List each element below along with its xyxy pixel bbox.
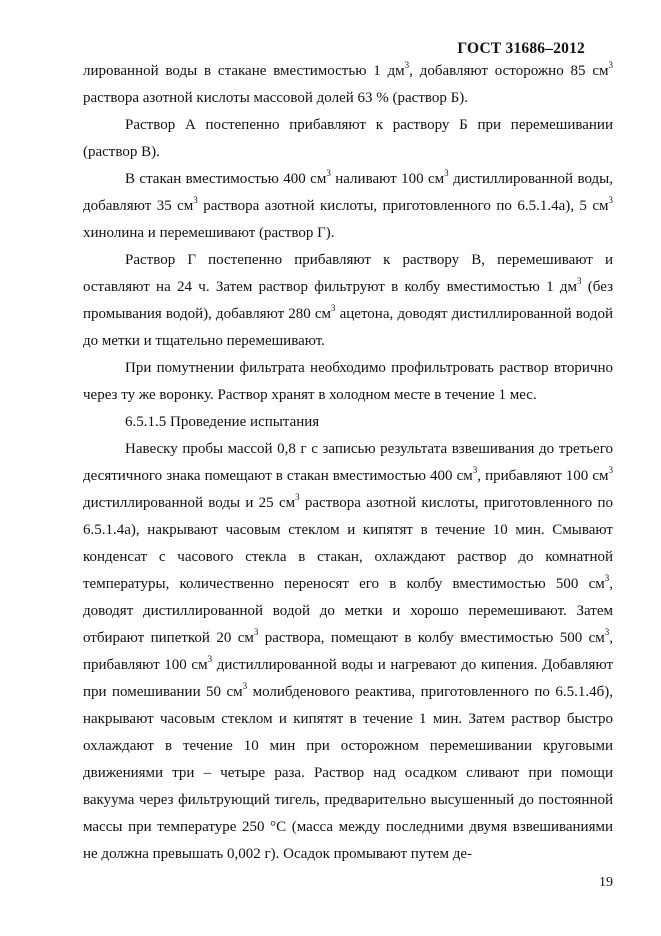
paragraph-solution-g: В стакан вместимостью 400 $см^3$ наливают 100 $см^3$ дистиллированной воды, добавляют 35 $см^3$ раствора азотной кислоты, приготовленного по 6.5.1.4а), 5 $см^3$ хинолина и перемешивают (раствор Г). xyxy=(83,168,614,241)
paragraph-mixing: Раствор Г постепенно прибавляют к раствору В, перемешивают и оставляют на 24 ч. Затем раствор фильтруют в колбу вместимостью 1 $дм^3$ (без промывания водой), добавляют 280 $см^3$ ацетона, доводят дистиллированной водой до метки и тщательно перемешивают. xyxy=(83,252,614,349)
page-number: 19 xyxy=(599,875,613,890)
page-body xyxy=(83,58,613,868)
document-header: ГОСТ 31686–2012 xyxy=(457,40,585,57)
paragraph-test-procedure: Навеску пробы массой 0,8 г с записью результата взвешивания до третьего десятичного знака помещают в стакан вместимостью 400 $см^3$, прибавляют 100 $см^3$ дистиллированной воды и 25 $см^3$ раствора азотной кислоты, приготовленного по 6.5.1.4а), накрывают часовым стеклом и кипятят в течение 10 мин. Смывают конденсат с часового стекла в стакан, охлаждают раствор до комнатной температуры, количественно переносят его в колбу вместимостью 500 $см^3$, доводят дистиллированной водой до метки и хорошо перемешивают. Затем отбирают пипеткой 20 $см^3$ раствора, помещают в колбу вместимостью 500 $см^3$, прибавляют 100 $см^3$ дистиллированной воды и нагревают до кипения. Добавляют при помешивании 50 $см^3$ молибденового реактива, приготовленного по 6.5.1.4б), накрывают часовым стеклом и кипятят в течение 1 мин. Затем раствор быстро охлаждают в течение 10 мин при осторожном перемешивании круговыми движениями три – четыре раза. Раствор над осадком сливают при помощи вакуума через фильтрующий тигель, предварительно высушенный до постоянной массы при температуре 250 °С (масса между последними двумя взвешиваниями не должна превышать 0,002 г). Осадок промывают путем де- xyxy=(83,441,614,862)
paragraph-solution-v: Раствор А постепенно прибавляют к раствору Б при перемешивании (раствор В). xyxy=(83,117,613,160)
paragraph-solution-b: лированной воды в стакане вместимостью 1 $дм^3$, добавляют осторожно 85 $см^3$ раствора азотной кислоты массовой долей 63 % (раствор Б). xyxy=(83,60,613,106)
section-heading: 6.5.1.5 Проведение испытания xyxy=(125,414,320,430)
paragraph-filtration: При помутнении фильтрата необходимо профильтровать раствор вторично через ту же воронку. Раствор хранят в холодном месте в течение 1 мес. xyxy=(83,360,613,403)
